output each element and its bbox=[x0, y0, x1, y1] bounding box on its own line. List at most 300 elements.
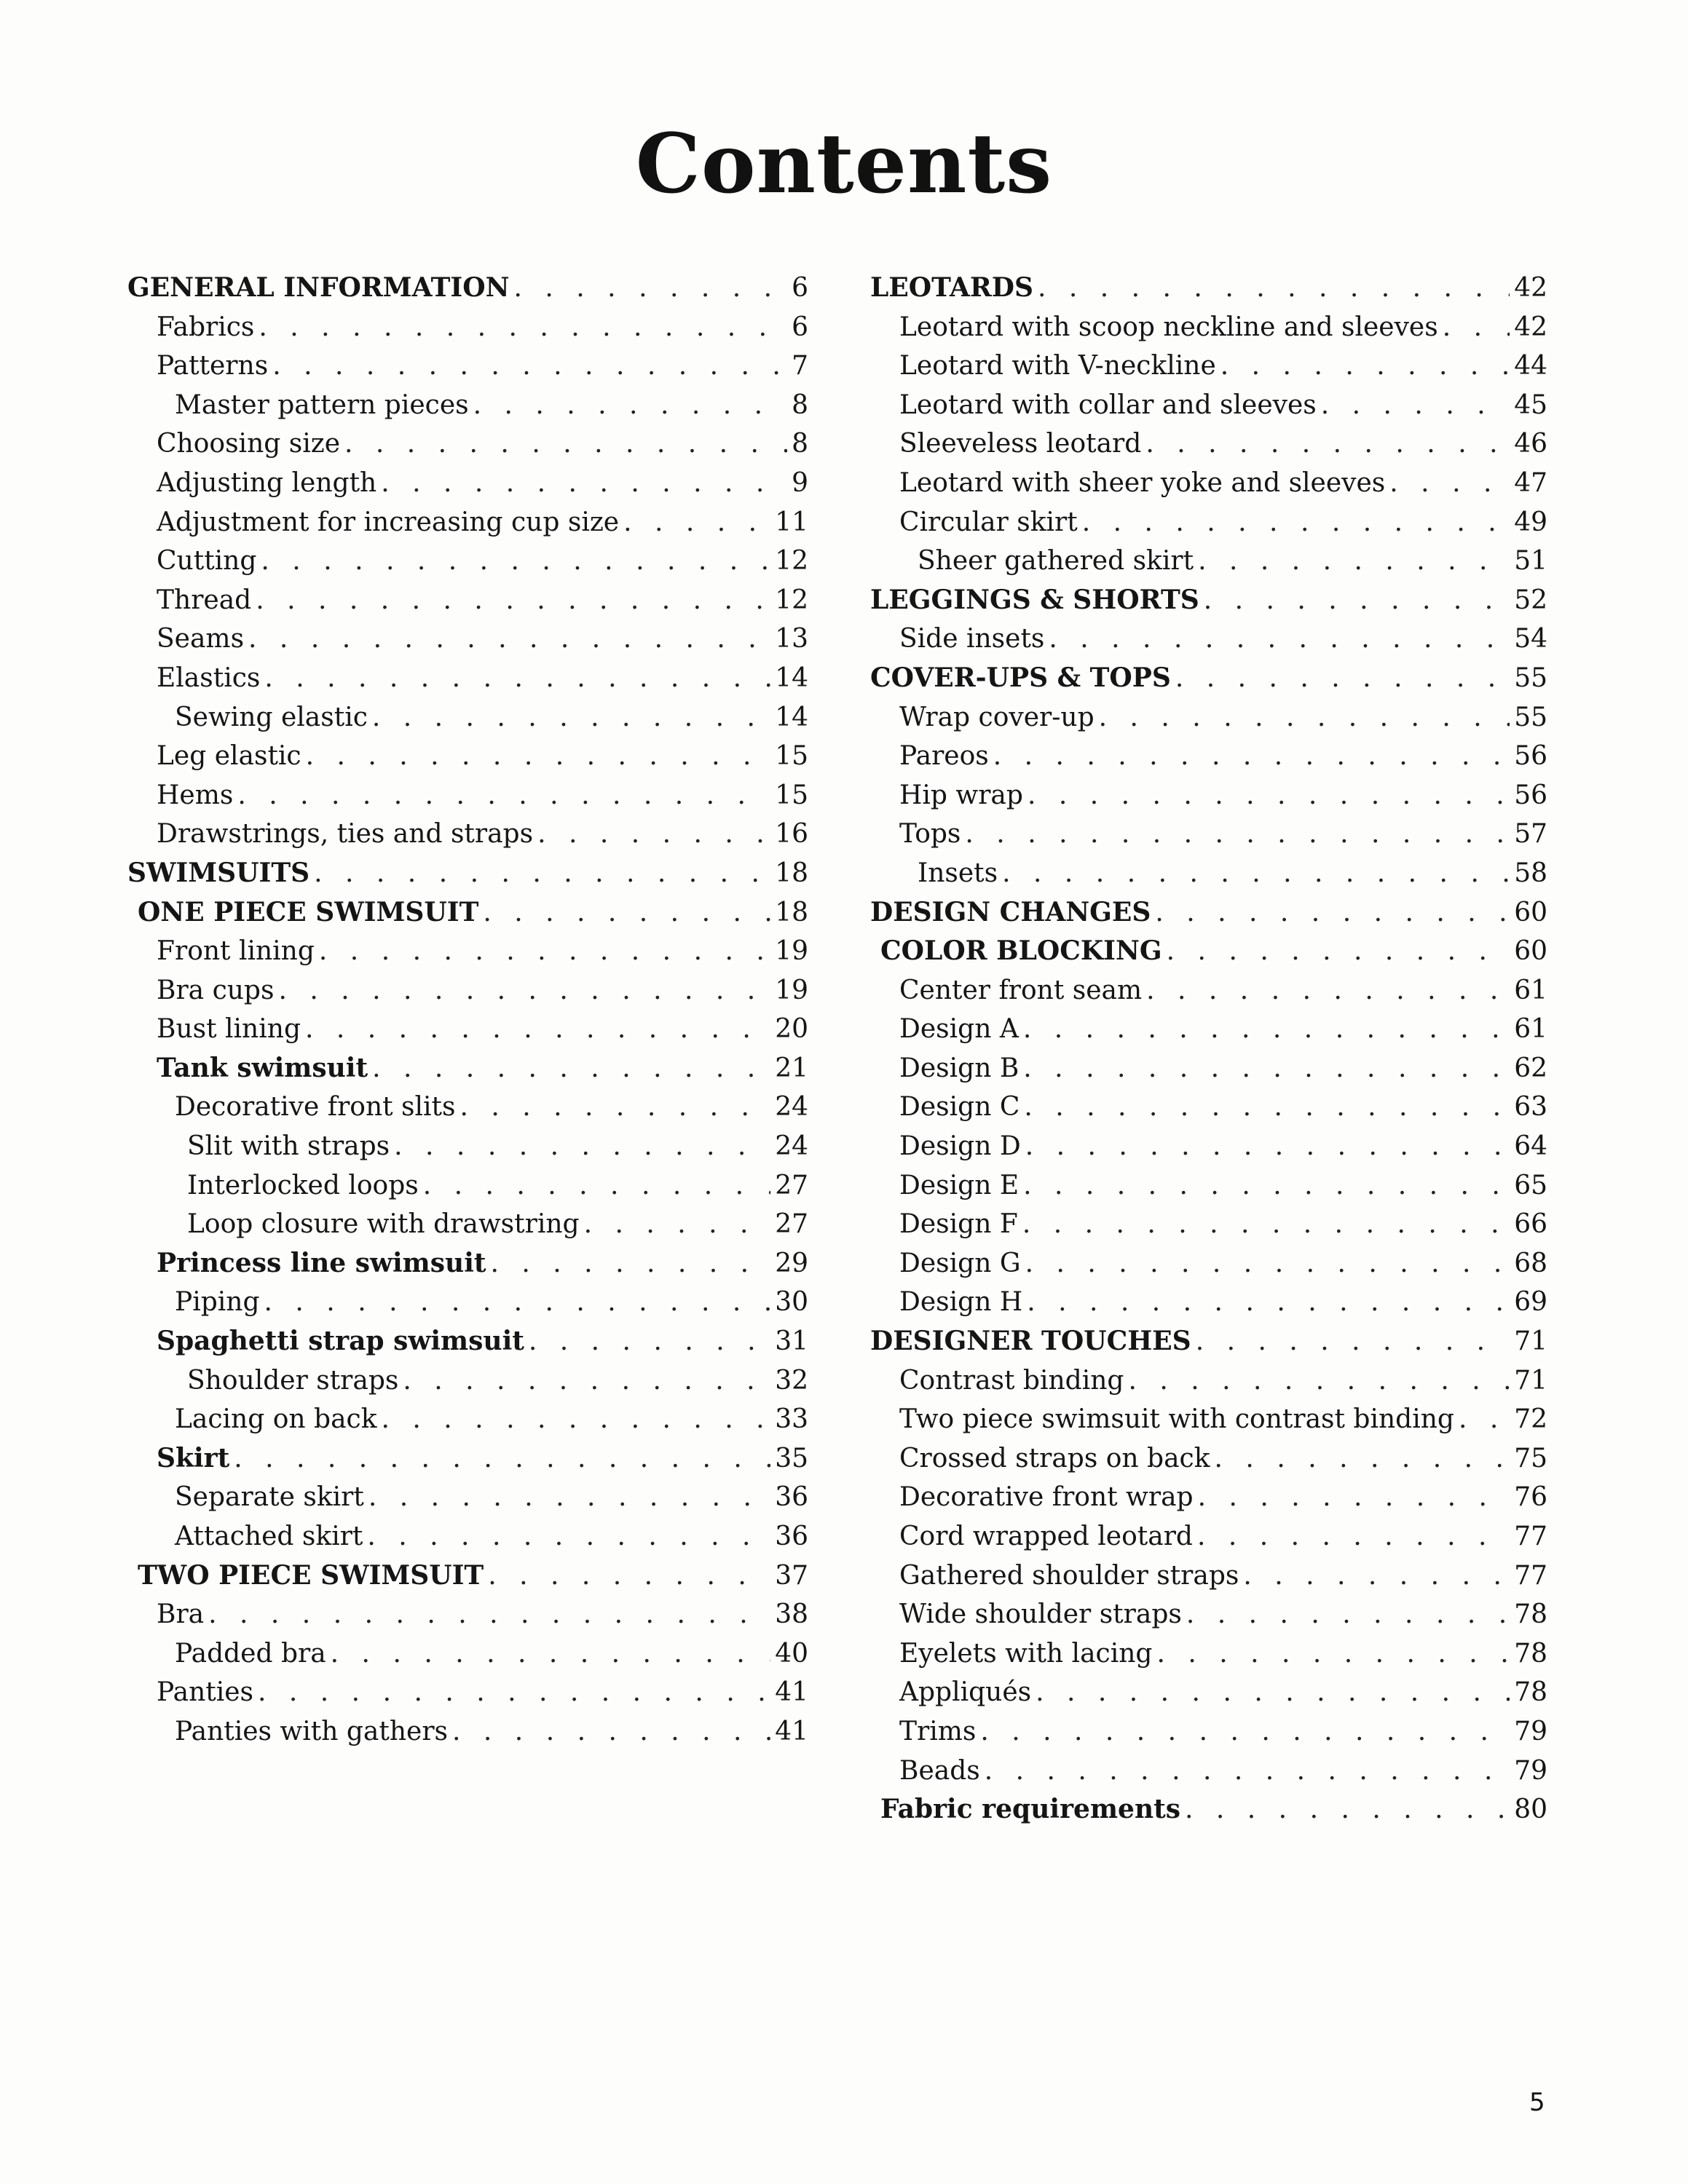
toc-entry-label: Adjusting length bbox=[157, 467, 377, 498]
dot-leader bbox=[1038, 269, 1510, 308]
toc-entry-page: 20 bbox=[775, 1014, 808, 1045]
toc-entry-page: 16 bbox=[775, 819, 808, 850]
dot-leader bbox=[259, 308, 787, 347]
toc-entry-label: COLOR BLOCKING bbox=[880, 935, 1162, 967]
toc-entry-page: 58 bbox=[1514, 858, 1547, 888]
dot-leader bbox=[1028, 776, 1510, 815]
toc-entry-page: 32 bbox=[775, 1365, 808, 1396]
toc-entry bbox=[870, 542, 1547, 581]
toc-entry-page: 42 bbox=[1514, 273, 1547, 303]
dot-leader bbox=[248, 620, 770, 659]
toc-entry-label: Panties bbox=[157, 1677, 254, 1708]
toc-entry-page: 33 bbox=[775, 1404, 808, 1435]
toc-entry-page: 11 bbox=[775, 507, 808, 537]
toc-entry bbox=[870, 1790, 1547, 1829]
dot-leader bbox=[278, 971, 770, 1010]
dot-leader bbox=[261, 542, 770, 581]
toc-entry-page: 36 bbox=[775, 1522, 808, 1551]
dot-leader bbox=[264, 1283, 771, 1322]
toc-entry-page: 55 bbox=[1514, 662, 1547, 693]
toc-entry-label: Design E bbox=[899, 1170, 1019, 1200]
toc-entry-label: Front lining bbox=[157, 936, 315, 967]
dot-leader bbox=[1036, 1673, 1510, 1712]
toc-entry-label: Hip wrap bbox=[899, 780, 1023, 810]
toc-entry bbox=[127, 347, 808, 386]
page-title: Contents bbox=[635, 116, 1053, 212]
toc-entry bbox=[127, 1517, 808, 1556]
toc-entry-label: GENERAL INFORMATION bbox=[127, 272, 510, 303]
toc-entry-label: Circular skirt bbox=[899, 507, 1078, 537]
toc-entry bbox=[870, 932, 1547, 971]
toc-entry-page: 45 bbox=[1514, 389, 1547, 420]
toc-entry bbox=[870, 1634, 1547, 1674]
toc-entry bbox=[870, 386, 1547, 425]
toc-entry-label: Thread bbox=[157, 585, 252, 615]
toc-entry-page: 49 bbox=[1514, 507, 1547, 537]
toc-entry-page: 60 bbox=[1514, 897, 1547, 927]
dot-leader bbox=[1146, 971, 1510, 1010]
toc-entry-page: 8 bbox=[792, 429, 808, 459]
toc-entry-label: Cutting bbox=[157, 546, 257, 577]
dot-leader bbox=[1197, 1517, 1510, 1556]
dot-leader bbox=[1002, 854, 1510, 893]
dot-leader bbox=[1459, 1400, 1510, 1439]
toc-entry bbox=[127, 503, 808, 542]
dot-leader bbox=[1023, 1166, 1510, 1206]
toc-entry-label: LEOTARDS bbox=[870, 272, 1033, 303]
toc-entry bbox=[870, 1127, 1547, 1166]
dot-leader bbox=[1082, 503, 1510, 542]
toc-entry-label: Bra cups bbox=[157, 975, 275, 1005]
toc-entry-label: Piping bbox=[175, 1287, 260, 1318]
dot-leader bbox=[452, 1712, 770, 1752]
dot-leader bbox=[1025, 1244, 1510, 1283]
toc-entry bbox=[870, 581, 1547, 620]
toc-entry-label: Skirt bbox=[157, 1442, 230, 1473]
toc-entry bbox=[127, 1478, 808, 1517]
dot-leader bbox=[305, 1010, 770, 1049]
dot-leader bbox=[537, 815, 770, 854]
toc-entry-page: 19 bbox=[775, 936, 808, 967]
toc-entry-page: 78 bbox=[1514, 1677, 1547, 1708]
dot-leader bbox=[460, 1088, 771, 1127]
toc-entry-page: 78 bbox=[1514, 1638, 1547, 1669]
toc-entry-page: 40 bbox=[775, 1638, 808, 1669]
dot-leader bbox=[1321, 386, 1510, 425]
dot-leader bbox=[965, 815, 1510, 854]
dot-leader bbox=[1443, 308, 1510, 347]
toc-entry-label: Design B bbox=[899, 1053, 1019, 1083]
toc-entry bbox=[870, 1478, 1547, 1517]
toc-entry bbox=[870, 1400, 1547, 1439]
toc-entry-label: Decorative front wrap bbox=[899, 1482, 1194, 1513]
toc-entry-label: Beads bbox=[899, 1755, 980, 1786]
toc-entry-page: 37 bbox=[775, 1560, 808, 1591]
dot-leader bbox=[985, 1752, 1510, 1791]
toc-entry-label: Contrast binding bbox=[899, 1365, 1124, 1396]
toc-entry-label: Wrap cover-up bbox=[899, 702, 1095, 732]
dot-leader bbox=[394, 1127, 770, 1166]
dot-leader bbox=[423, 1166, 770, 1206]
toc-entry-label: DESIGN CHANGES bbox=[870, 896, 1151, 927]
toc-entry-page: 27 bbox=[775, 1209, 808, 1240]
dot-leader bbox=[344, 424, 787, 464]
toc-entry-label: Design H bbox=[899, 1287, 1023, 1318]
toc-entry bbox=[127, 1010, 808, 1049]
toc-entry bbox=[870, 269, 1547, 308]
dot-leader bbox=[1204, 581, 1510, 620]
toc-entry-label: Bust lining bbox=[157, 1014, 301, 1045]
toc-entry-label: Elastics bbox=[157, 662, 261, 693]
dot-leader bbox=[372, 1049, 770, 1088]
toc-entry-label: Choosing size bbox=[157, 429, 340, 459]
dot-leader bbox=[1243, 1556, 1510, 1596]
toc-entry bbox=[870, 815, 1547, 854]
toc-entry-page: 79 bbox=[1514, 1755, 1547, 1786]
toc-entry bbox=[870, 1439, 1547, 1479]
dot-leader bbox=[473, 386, 787, 425]
toc-entry-page: 36 bbox=[775, 1482, 808, 1513]
toc-entry-label: Design D bbox=[899, 1131, 1021, 1162]
toc-entry-page: 62 bbox=[1514, 1053, 1547, 1083]
toc-entry-label: Patterns bbox=[157, 351, 269, 381]
toc-entry bbox=[870, 1595, 1547, 1634]
dot-leader bbox=[1145, 424, 1510, 464]
toc-entry-page: 63 bbox=[1514, 1092, 1547, 1123]
toc-entry bbox=[127, 971, 808, 1010]
dot-leader bbox=[1175, 659, 1510, 698]
toc-entry-label: Gathered shoulder straps bbox=[899, 1560, 1239, 1591]
toc-entry-page: 35 bbox=[775, 1443, 808, 1473]
toc-entry bbox=[870, 1166, 1547, 1206]
toc-entry bbox=[870, 1244, 1547, 1283]
toc-entry bbox=[870, 1712, 1547, 1752]
toc-entry bbox=[870, 1205, 1547, 1244]
page-number: 5 bbox=[1529, 2088, 1545, 2117]
toc-entry-label: COVER-UPS & TOPS bbox=[870, 662, 1171, 693]
dot-leader bbox=[993, 737, 1510, 776]
toc-entry-page: 61 bbox=[1514, 975, 1547, 1005]
toc-entry-label: TWO PIECE SWIMSUIT bbox=[138, 1559, 484, 1591]
toc-entry-page: 77 bbox=[1514, 1560, 1547, 1591]
dot-leader bbox=[529, 1322, 770, 1361]
toc-entry-label: Padded bra bbox=[175, 1638, 326, 1669]
dot-leader bbox=[1099, 698, 1510, 737]
toc-entry-label: ONE PIECE SWIMSUIT bbox=[138, 896, 479, 927]
toc-entry-page: 21 bbox=[775, 1053, 808, 1083]
toc-entry bbox=[127, 542, 808, 581]
dot-leader bbox=[1025, 1127, 1510, 1166]
toc-entry bbox=[127, 815, 808, 854]
toc-entry bbox=[870, 1673, 1547, 1712]
toc-column-right bbox=[870, 269, 1547, 1829]
toc-entry bbox=[870, 854, 1547, 893]
toc-entry-page: 69 bbox=[1514, 1287, 1547, 1318]
toc-entry bbox=[127, 1127, 808, 1166]
toc-entry bbox=[127, 1049, 808, 1088]
toc-entry-page: 60 bbox=[1514, 936, 1547, 967]
toc-entry bbox=[870, 1556, 1547, 1596]
toc-entry-label: Drawstrings, ties and straps bbox=[157, 819, 534, 850]
dot-leader bbox=[319, 932, 770, 971]
toc-entry-page: 41 bbox=[775, 1677, 808, 1708]
toc-entry-page: 55 bbox=[1514, 702, 1547, 732]
toc-entry bbox=[870, 464, 1547, 503]
toc-entry-page: 51 bbox=[1514, 546, 1547, 577]
toc-entry-page: 64 bbox=[1514, 1131, 1547, 1162]
toc-entry-page: 19 bbox=[775, 975, 808, 1005]
toc-entry bbox=[127, 1088, 808, 1127]
toc-entry-page: 65 bbox=[1514, 1170, 1547, 1200]
toc-entry-page: 80 bbox=[1514, 1795, 1547, 1825]
toc-entry-label: Design C bbox=[899, 1092, 1020, 1123]
toc-entry-label: DESIGNER TOUCHES bbox=[870, 1326, 1191, 1357]
toc-entry bbox=[870, 620, 1547, 659]
toc-entry-label: SWIMSUITS bbox=[127, 857, 310, 888]
toc-entry bbox=[127, 1439, 808, 1479]
toc-entry-label: Insets bbox=[918, 858, 998, 888]
dot-leader bbox=[381, 464, 787, 503]
dot-leader bbox=[514, 269, 788, 308]
toc-entry-label: Eyelets with lacing bbox=[899, 1638, 1153, 1669]
toc-entry bbox=[127, 1283, 808, 1322]
toc-entry-label: Leotard with sheer yoke and sleeves bbox=[899, 467, 1386, 498]
dot-leader bbox=[1024, 1088, 1510, 1127]
toc-entry-page: 30 bbox=[775, 1287, 808, 1318]
toc-entry bbox=[127, 1595, 808, 1634]
toc-entry bbox=[127, 932, 808, 971]
toc-entry bbox=[127, 737, 808, 776]
toc-entry-page: 41 bbox=[775, 1716, 808, 1746]
toc-entry bbox=[870, 1361, 1547, 1401]
toc-entry-label: Lacing on back bbox=[175, 1404, 377, 1435]
toc-entry-label: LEGGINGS & SHORTS bbox=[870, 584, 1199, 615]
toc-entry bbox=[127, 1322, 808, 1361]
toc-entry-page: 14 bbox=[775, 662, 808, 693]
toc-entry-page: 76 bbox=[1514, 1482, 1547, 1513]
toc-entry-page: 52 bbox=[1514, 585, 1547, 615]
toc-entry bbox=[127, 1673, 808, 1712]
dot-leader bbox=[331, 1634, 771, 1674]
toc-entry bbox=[127, 698, 808, 737]
dot-leader bbox=[367, 1517, 770, 1556]
toc-entry-label: Interlocked loops bbox=[187, 1170, 419, 1200]
toc-entry bbox=[127, 1244, 808, 1283]
dot-leader bbox=[1198, 1478, 1510, 1517]
toc-entry bbox=[127, 1712, 808, 1752]
toc-entry-label: Appliqués bbox=[899, 1677, 1032, 1708]
toc-entry-label: Leotard with V-neckline bbox=[899, 351, 1216, 381]
toc-entry bbox=[127, 386, 808, 425]
toc-entry bbox=[870, 776, 1547, 815]
dot-leader bbox=[306, 737, 771, 776]
toc-entry bbox=[127, 854, 808, 893]
toc-entry-label: Sewing elastic bbox=[175, 702, 368, 732]
toc-entry bbox=[127, 776, 808, 815]
toc-entry-label: Attached skirt bbox=[175, 1522, 363, 1551]
toc-entry-label: Adjustment for increasing cup size bbox=[157, 507, 620, 537]
toc-entry-label: Seams bbox=[157, 624, 245, 654]
dot-leader bbox=[272, 347, 787, 386]
toc-entry-page: 9 bbox=[792, 467, 808, 498]
toc-entry bbox=[127, 1556, 808, 1596]
toc-entry-page: 8 bbox=[792, 389, 808, 420]
toc-entry bbox=[127, 424, 808, 464]
toc-entry-label: Hems bbox=[157, 780, 234, 810]
toc-entry-page: 15 bbox=[775, 741, 808, 772]
toc-entry bbox=[127, 1634, 808, 1674]
dot-leader bbox=[382, 1400, 771, 1439]
toc-entry-page: 47 bbox=[1514, 467, 1547, 498]
toc-entry-label: Trims bbox=[899, 1716, 977, 1746]
toc-entry-label: Design F bbox=[899, 1209, 1018, 1240]
dot-leader bbox=[623, 503, 770, 542]
dot-leader bbox=[1049, 620, 1510, 659]
toc-entry-label: Center front seam bbox=[899, 975, 1143, 1005]
toc-entry bbox=[870, 1322, 1547, 1361]
dot-leader bbox=[1167, 932, 1510, 971]
dot-leader bbox=[488, 1556, 770, 1596]
toc-entry-page: 13 bbox=[775, 624, 808, 654]
dot-leader bbox=[1023, 1010, 1510, 1049]
dot-leader bbox=[1128, 1361, 1510, 1401]
toc-entry-label: Cord wrapped leotard bbox=[899, 1522, 1193, 1551]
toc-entry-page: 42 bbox=[1514, 312, 1547, 342]
toc-entry bbox=[870, 1049, 1547, 1088]
toc-entry-page: 6 bbox=[792, 312, 808, 342]
toc-entry bbox=[870, 737, 1547, 776]
toc-entry bbox=[870, 1752, 1547, 1791]
toc-entry bbox=[870, 503, 1547, 542]
toc-entry-page: 71 bbox=[1514, 1326, 1547, 1357]
dot-leader bbox=[237, 776, 770, 815]
dot-leader bbox=[264, 659, 770, 698]
toc-entry-page: 78 bbox=[1514, 1599, 1547, 1630]
toc-entry bbox=[870, 1010, 1547, 1049]
toc-entry-label: Fabric requirements bbox=[880, 1794, 1181, 1825]
toc-entry-page: 66 bbox=[1514, 1209, 1547, 1240]
dot-leader bbox=[1215, 1439, 1510, 1479]
toc-entry-label: Crossed straps on back bbox=[899, 1443, 1210, 1473]
dot-leader bbox=[1196, 1322, 1510, 1361]
toc-entry-label: Decorative front slits bbox=[175, 1092, 456, 1123]
toc-entry-label: Leotard with collar and sleeves bbox=[899, 389, 1317, 420]
toc-entry-label: Shoulder straps bbox=[187, 1365, 399, 1396]
toc-entry bbox=[127, 620, 808, 659]
dot-leader bbox=[980, 1712, 1510, 1752]
toc-entry bbox=[127, 308, 808, 347]
toc-entry-page: 68 bbox=[1514, 1248, 1547, 1278]
toc-entry-page: 56 bbox=[1514, 780, 1547, 810]
toc-entry-label: Separate skirt bbox=[175, 1482, 364, 1513]
toc-entry-label: Princess line swimsuit bbox=[157, 1247, 486, 1278]
toc-entry-page: 75 bbox=[1514, 1443, 1547, 1473]
toc-entry bbox=[870, 308, 1547, 347]
toc-entry-page: 24 bbox=[775, 1131, 808, 1162]
toc-entry bbox=[127, 464, 808, 503]
toc-entry bbox=[870, 424, 1547, 464]
dot-leader bbox=[208, 1595, 770, 1634]
dot-leader bbox=[1198, 542, 1510, 581]
toc-entry-label: Bra bbox=[157, 1599, 205, 1630]
dot-leader bbox=[234, 1439, 770, 1479]
dot-leader bbox=[1220, 347, 1510, 386]
dot-leader bbox=[1022, 1205, 1510, 1244]
dot-leader bbox=[1027, 1283, 1510, 1322]
toc-entry-label: Panties with gathers bbox=[175, 1716, 449, 1746]
toc-entry-label: Design A bbox=[899, 1014, 1019, 1045]
toc-entry-page: 6 bbox=[792, 273, 808, 303]
toc-entry bbox=[127, 581, 808, 620]
toc-entry-label: Pareos bbox=[899, 741, 989, 772]
toc-entry bbox=[870, 893, 1547, 933]
toc-entry-page: 18 bbox=[775, 897, 808, 927]
toc-entry-page: 29 bbox=[775, 1248, 808, 1278]
toc-entry bbox=[127, 1205, 808, 1244]
toc-entry bbox=[127, 893, 808, 933]
toc-entry bbox=[870, 347, 1547, 386]
toc-entry-page: 38 bbox=[775, 1599, 808, 1630]
dot-leader bbox=[1389, 464, 1510, 503]
toc-entry bbox=[127, 1361, 808, 1401]
toc-entry-page: 54 bbox=[1514, 624, 1547, 654]
dot-leader bbox=[368, 1478, 770, 1517]
toc-entry-page: 18 bbox=[775, 858, 808, 888]
toc-entry bbox=[870, 698, 1547, 737]
dot-leader bbox=[256, 581, 770, 620]
toc-entry-page: 61 bbox=[1514, 1014, 1547, 1045]
toc-entry-label: Tank swimsuit bbox=[157, 1052, 368, 1083]
dot-leader bbox=[403, 1361, 770, 1401]
toc-entry bbox=[127, 1400, 808, 1439]
dot-leader bbox=[1186, 1595, 1510, 1634]
toc-entry-label: Sleeveless leotard bbox=[899, 429, 1142, 459]
toc-entry-page: 7 bbox=[792, 351, 808, 381]
dot-leader bbox=[584, 1205, 771, 1244]
toc-entry-label: Sheer gathered skirt bbox=[918, 546, 1194, 577]
toc-entry bbox=[870, 1283, 1547, 1322]
dot-leader bbox=[1185, 1790, 1510, 1829]
toc-entry-page: 71 bbox=[1514, 1365, 1547, 1396]
toc-entry-page: 57 bbox=[1514, 819, 1547, 850]
toc-entry-label: Design G bbox=[899, 1248, 1021, 1278]
toc-entry-page: 79 bbox=[1514, 1716, 1547, 1746]
toc-entry-label: Fabrics bbox=[157, 312, 255, 342]
toc-entry-page: 46 bbox=[1514, 429, 1547, 459]
toc-entry-page: 72 bbox=[1514, 1404, 1547, 1435]
toc-entry-page: 31 bbox=[775, 1326, 808, 1357]
toc-entry-label: Leotard with scoop neckline and sleeves bbox=[899, 312, 1438, 342]
toc-entry-page: 44 bbox=[1514, 351, 1547, 381]
toc-entry-label: Two piece swimsuit with contrast binding bbox=[899, 1404, 1454, 1435]
toc-entry-label: Slit with straps bbox=[187, 1131, 390, 1162]
dot-leader bbox=[491, 1244, 771, 1283]
toc-entry-page: 12 bbox=[775, 546, 808, 577]
dot-leader bbox=[258, 1673, 770, 1712]
toc-entry-page: 14 bbox=[775, 702, 808, 732]
toc-entry-label: Tops bbox=[899, 819, 961, 850]
toc-entry-page: 24 bbox=[775, 1092, 808, 1123]
dot-leader bbox=[314, 854, 770, 893]
toc-entry bbox=[870, 659, 1547, 698]
toc-entry bbox=[870, 971, 1547, 1010]
dot-leader bbox=[1023, 1049, 1510, 1088]
toc-column-left bbox=[127, 269, 808, 1752]
dot-leader bbox=[372, 698, 770, 737]
dot-leader bbox=[1155, 893, 1510, 933]
toc-entry-label: Loop closure with drawstring bbox=[187, 1209, 580, 1240]
toc-entry-label: Wide shoulder straps bbox=[899, 1599, 1182, 1630]
